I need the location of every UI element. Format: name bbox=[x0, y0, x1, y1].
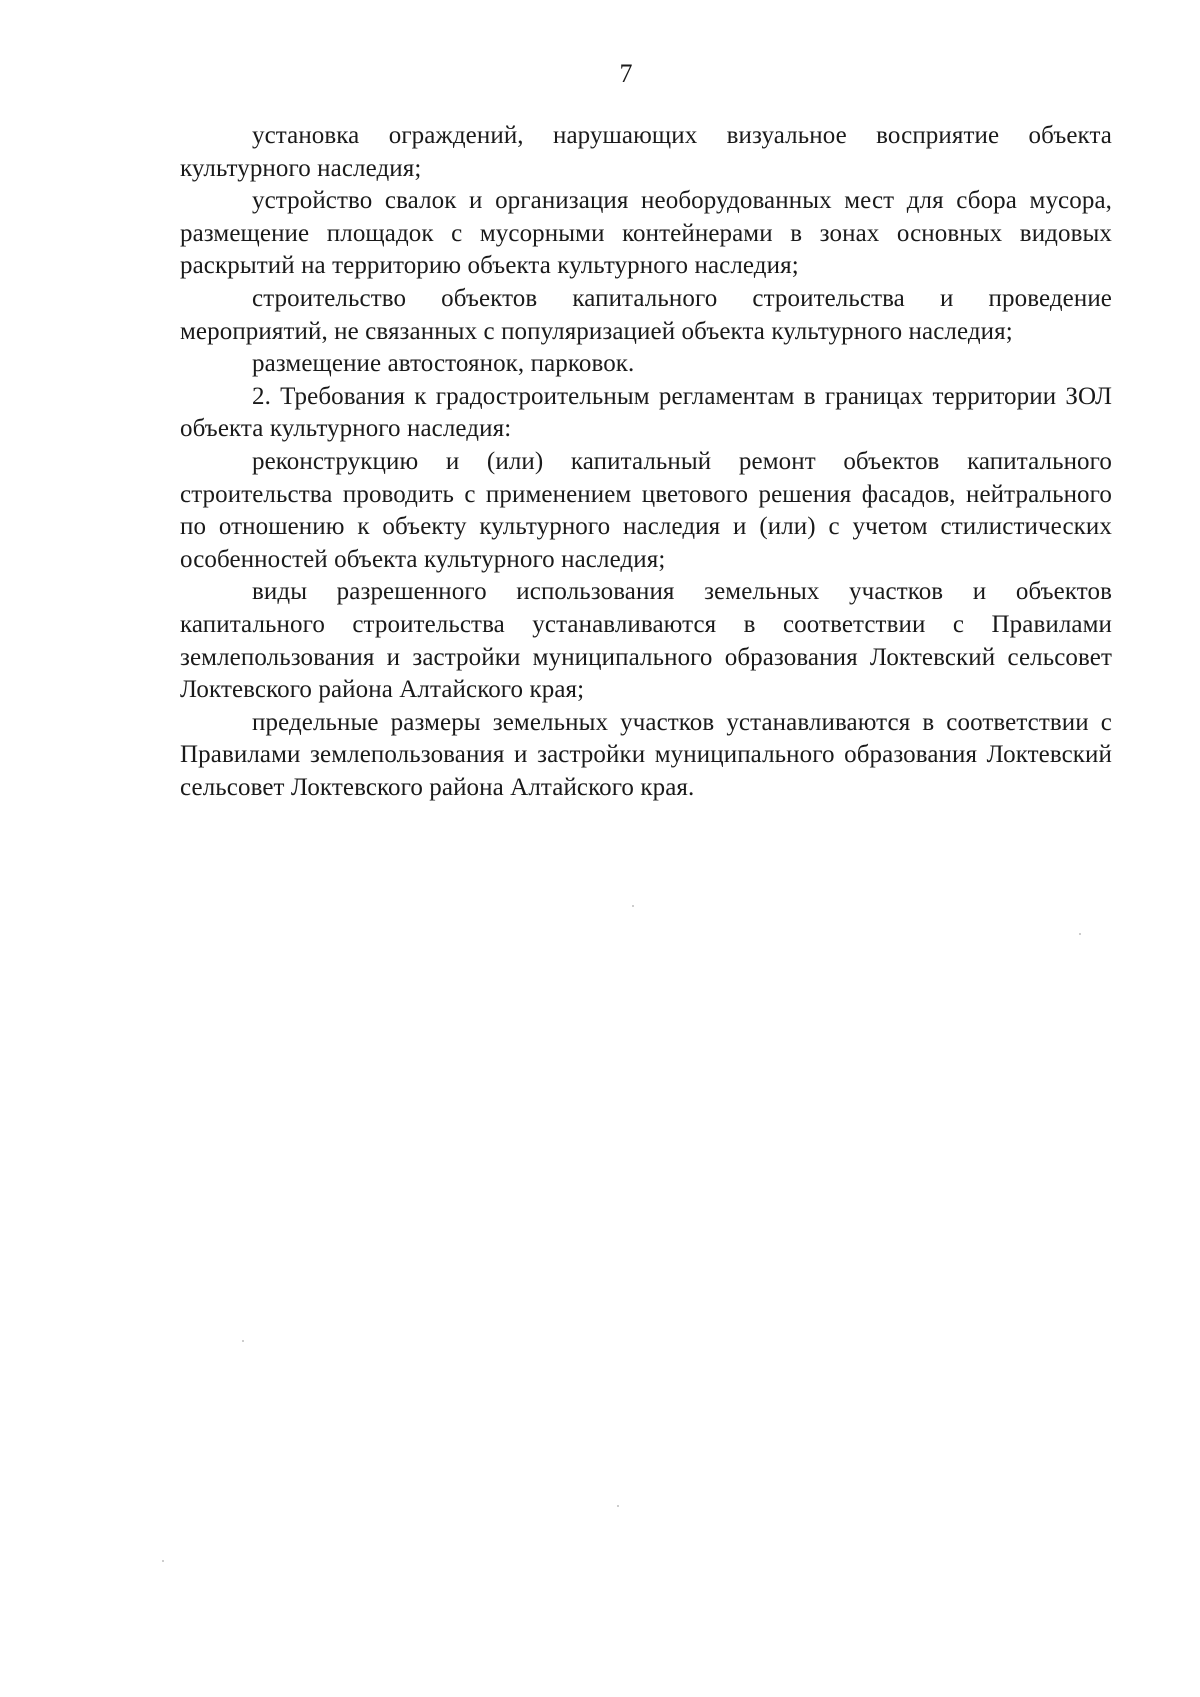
paragraph-construction: строительство объектов капитального строительства и проведение мероприятий, не связанных с популяризацией объекта культурного наследия; bbox=[180, 284, 1112, 345]
scan-speck bbox=[242, 1340, 244, 1342]
paragraph-dumps: устройство свалок и организация необорудованных мест для сбора мусора, размещение площадок с мусорными контейнерами в зонах основных видовых раскрытий на территорию объекта культурного наследия; bbox=[180, 187, 1112, 280]
paragraph-parking: размещение автостоянок, парковок. bbox=[252, 350, 635, 378]
scan-speck bbox=[632, 905, 634, 907]
scan-speck bbox=[1079, 933, 1081, 935]
paragraph-plot-sizes: предельные размеры земельных участков устанавливаются в соответствии с Правилами землепользования и застройки муниципального образования Локтевский сельсовет Локтевского района Алтайского края. bbox=[180, 708, 1112, 801]
page-number: 7 bbox=[619, 59, 633, 88]
paragraph-fences: установка ограждений, нарушающих визуальное восприятие объекта культурного наследия; bbox=[180, 122, 1112, 182]
paragraph-permitted-use: виды разрешенного использования земельных участков и объектов капитального строительства устанавливаются в соответствии с Правилами землепользования и застройки муниципального образования Локтевский сельсовет Локтевского района Алтайского края; bbox=[180, 578, 1112, 704]
scan-speck bbox=[162, 1560, 164, 1562]
paragraph-requirements-heading: 2. Требования к градостроительным регламентам в границах территории ЗОЛ объекта культурного наследия: bbox=[180, 382, 1112, 443]
paragraph-reconstruction: реконструкцию и (или) капитальный ремонт объектов капитального строительства проводить с применением цветового решения фасадов, нейтрального по отношению к объекту культурного наследия и (или) с учетом стилистических особенностей объекта культурного наследия; bbox=[180, 447, 1112, 573]
document-body bbox=[180, 120, 1112, 804]
scan-speck bbox=[617, 1505, 619, 1507]
